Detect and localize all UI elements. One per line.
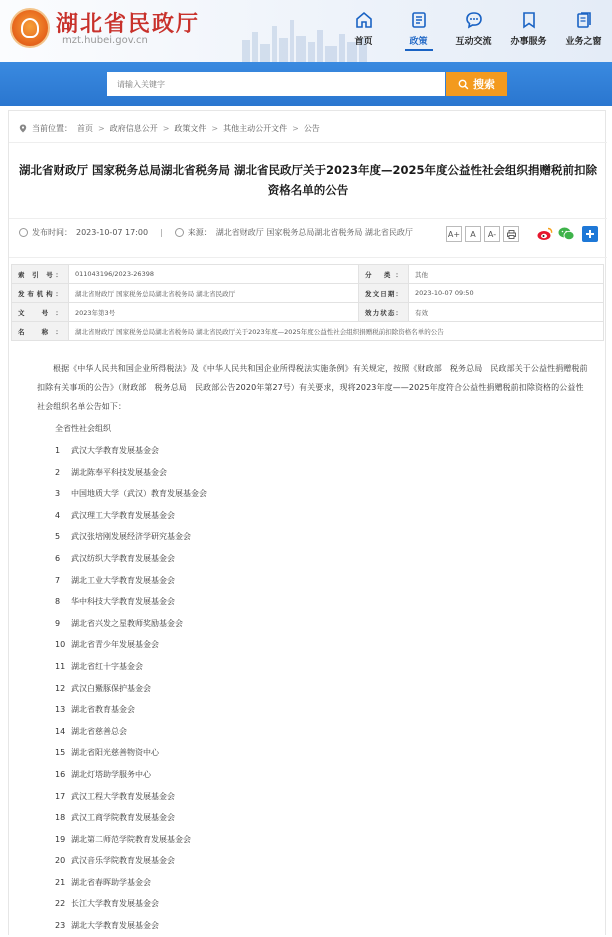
org-name: 湖北灯塔助学服务中心 bbox=[71, 769, 151, 779]
breadcrumb-separator: > bbox=[98, 124, 105, 133]
info-label: 文 号： bbox=[12, 303, 69, 322]
published-time: 2023-10-07 17:00 bbox=[76, 228, 149, 237]
org-name: 武汉工程大学教育发展基金会 bbox=[71, 791, 175, 801]
info-label: 索 引 号： bbox=[12, 265, 69, 284]
print-icon bbox=[507, 230, 516, 239]
org-number: 12 bbox=[55, 683, 66, 693]
breadcrumb-item-home[interactable]: 首页 bbox=[77, 124, 93, 133]
org-name: 湖北大学教育发展基金会 bbox=[71, 921, 159, 931]
org-number: 23 bbox=[55, 921, 66, 931]
nav-policy[interactable] bbox=[391, 6, 446, 58]
info-row bbox=[12, 265, 604, 284]
info-value: 湖北省财政厅 国家税务总局湖北省税务局 湖北省民政厅 bbox=[69, 284, 359, 303]
home-icon bbox=[354, 10, 374, 30]
list-item bbox=[37, 764, 589, 786]
font-increase-button[interactable]: A+ bbox=[446, 226, 462, 242]
source-icon bbox=[175, 228, 184, 237]
document-icon bbox=[409, 10, 429, 30]
main-nav bbox=[336, 6, 611, 58]
nav-label: 业务之窗 bbox=[565, 37, 602, 47]
info-value: 2023年第3号 bbox=[69, 303, 359, 322]
org-number: 15 bbox=[55, 748, 66, 758]
org-name: 武汉白鱀豚保护基金会 bbox=[71, 683, 151, 693]
org-name: 湖北省慈善总会 bbox=[71, 726, 127, 736]
nav-business[interactable] bbox=[556, 6, 611, 58]
divider bbox=[9, 257, 607, 258]
info-value: 湖北省财政厅 国家税务总局湖北省税务局 湖北省民政厅关于2023年度—2025年度公益性社会组织捐赠税前扣除资格名单的公告 bbox=[69, 322, 604, 341]
list-item bbox=[37, 893, 589, 915]
org-number: 21 bbox=[55, 877, 66, 887]
font-decrease-button[interactable]: A- bbox=[484, 226, 500, 242]
org-number: 22 bbox=[55, 899, 66, 909]
list-item bbox=[37, 850, 589, 872]
org-category: 全省性社会组织 bbox=[55, 424, 111, 433]
nav-interaction[interactable] bbox=[446, 6, 501, 58]
org-name: 湖北省春晖助学基金会 bbox=[71, 877, 151, 887]
breadcrumb-item-policy[interactable]: 政策文件 bbox=[174, 124, 207, 133]
search-button-label: 搜索 bbox=[473, 79, 495, 91]
nav-label: 首页 bbox=[354, 37, 373, 47]
weibo-share-button[interactable] bbox=[536, 225, 554, 243]
nav-label: 政策 bbox=[409, 37, 428, 47]
nav-home[interactable] bbox=[336, 6, 391, 58]
breadcrumb bbox=[19, 123, 320, 134]
org-number: 16 bbox=[55, 769, 66, 779]
article-body bbox=[37, 359, 589, 937]
org-name: 武汉工商学院教育发展基金会 bbox=[71, 813, 175, 823]
org-number: 18 bbox=[55, 813, 66, 823]
list-item bbox=[37, 462, 589, 484]
site-url: mzt.hubei.gov.cn bbox=[62, 35, 148, 46]
org-number: 4 bbox=[55, 510, 61, 520]
org-name: 中国地质大学（武汉）教育发展基金会 bbox=[71, 489, 207, 499]
org-number: 10 bbox=[55, 640, 66, 650]
nav-label: 互动交流 bbox=[455, 37, 492, 47]
org-number: 17 bbox=[55, 791, 66, 801]
org-number: 19 bbox=[55, 834, 66, 844]
org-number: 5 bbox=[55, 532, 61, 542]
info-row bbox=[12, 322, 604, 341]
search-button[interactable] bbox=[446, 72, 507, 96]
window-icon bbox=[574, 10, 594, 30]
info-row bbox=[12, 303, 604, 322]
info-value: 其他 bbox=[409, 265, 604, 284]
list-item bbox=[37, 505, 589, 527]
intro-paragraph: 根据《中华人民共和国企业所得税法》及《中华人民共和国企业所得税法实施条例》有关规定，按照《财政部 税务总局 民政部关于公益性捐赠税前扣除有关事项的公告》（财政部 税务总局 民政部公告2020年第27号）有关要求，现将2023年度——2025年度符合公益性捐赠税前扣除资格的公益性社会组织名单公告如下： bbox=[37, 364, 588, 411]
org-name: 武汉张培刚发展经济学研究基金会 bbox=[71, 532, 191, 542]
list-item bbox=[37, 634, 589, 656]
breadcrumb-item-notice[interactable]: 公告 bbox=[303, 124, 320, 133]
list-item bbox=[37, 483, 589, 505]
weibo-icon bbox=[537, 227, 553, 241]
org-name: 武汉理工大学教育发展基金会 bbox=[71, 510, 175, 520]
list-item bbox=[37, 699, 589, 721]
info-label: 效力状态： bbox=[359, 303, 409, 322]
org-number: 3 bbox=[55, 489, 61, 499]
info-value: 有效 bbox=[409, 303, 604, 322]
search-input[interactable] bbox=[107, 72, 445, 96]
list-item bbox=[37, 526, 589, 548]
org-list bbox=[37, 440, 589, 937]
breadcrumb-prefix: 当前位置： bbox=[32, 124, 72, 133]
breadcrumb-separator: > bbox=[292, 124, 299, 133]
article-meta bbox=[19, 227, 413, 238]
org-number: 7 bbox=[55, 575, 61, 585]
source-value: 湖北省财政厅 国家税务总局湖北省税务局 湖北省民政厅 bbox=[215, 228, 413, 237]
org-number: 14 bbox=[55, 726, 66, 736]
source-label: 来源： bbox=[187, 228, 212, 237]
list-item bbox=[37, 721, 589, 743]
info-row bbox=[12, 284, 604, 303]
info-value: 2023-10-07 09:50 bbox=[409, 284, 604, 303]
location-icon bbox=[19, 124, 27, 133]
org-number: 8 bbox=[55, 597, 61, 607]
search-band bbox=[0, 62, 612, 106]
plus-icon bbox=[585, 229, 595, 239]
site-title: 湖北省民政厅 bbox=[56, 11, 201, 37]
breadcrumb-item-govinfo[interactable]: 政府信息公开 bbox=[109, 124, 158, 133]
info-label: 发文日期： bbox=[359, 284, 409, 303]
info-label: 名 称： bbox=[12, 322, 69, 341]
org-name: 华中科技大学教育发展基金会 bbox=[71, 597, 175, 607]
bookmark-icon bbox=[519, 10, 539, 30]
document-info-table bbox=[11, 264, 604, 341]
org-name: 湖北陈奉平科技发展基金会 bbox=[71, 467, 167, 477]
divider bbox=[9, 218, 607, 219]
breadcrumb-separator: > bbox=[211, 124, 219, 133]
org-number: 13 bbox=[55, 705, 66, 715]
list-item bbox=[37, 915, 589, 937]
list-item bbox=[37, 872, 589, 894]
site-header bbox=[0, 0, 612, 62]
org-name: 湖北工业大学教育发展基金会 bbox=[71, 575, 175, 585]
article-tools bbox=[446, 225, 598, 243]
list-item bbox=[37, 548, 589, 570]
published-label: 发布时间： bbox=[32, 228, 72, 237]
org-number: 6 bbox=[55, 553, 61, 563]
org-number: 11 bbox=[55, 661, 66, 671]
org-number: 1 bbox=[55, 446, 61, 455]
print-button[interactable] bbox=[503, 226, 519, 242]
chat-icon bbox=[464, 10, 484, 30]
more-share-button[interactable] bbox=[582, 226, 598, 242]
list-item bbox=[37, 786, 589, 808]
org-name: 武汉大学教育发展基金会 bbox=[71, 446, 159, 455]
org-number: 20 bbox=[55, 856, 66, 866]
clock-icon bbox=[19, 228, 28, 237]
font-default-button[interactable]: A bbox=[465, 226, 481, 242]
org-name: 湖北省青少年发展基金会 bbox=[71, 640, 159, 650]
breadcrumb-item-other[interactable]: 其他主动公开文件 bbox=[223, 124, 288, 133]
org-name: 湖北省红十字基金会 bbox=[71, 661, 143, 671]
list-item bbox=[37, 742, 589, 764]
org-name: 武汉音乐学院教育发展基金会 bbox=[71, 856, 175, 866]
info-label: 发布机构： bbox=[12, 284, 69, 303]
site-logo[interactable] bbox=[10, 8, 50, 48]
org-name: 湖北第二师范学院教育发展基金会 bbox=[71, 834, 191, 844]
list-item bbox=[37, 591, 589, 613]
org-name: 湖北省阳光慈善物资中心 bbox=[71, 748, 159, 758]
meta-separator: | bbox=[160, 228, 163, 237]
breadcrumb-separator: > bbox=[162, 124, 170, 133]
info-value: 011043196/2023-26398 bbox=[69, 265, 359, 284]
active-indicator bbox=[405, 49, 433, 51]
article-title: 湖北省财政厅 国家税务总局湖北省税务局 湖北省民政厅关于2023年度—2025年度公益性社会组织捐赠税前扣除资格名单的公告 bbox=[18, 163, 598, 197]
list-item bbox=[37, 678, 589, 700]
nav-services[interactable] bbox=[501, 6, 556, 58]
wechat-share-button[interactable] bbox=[557, 225, 575, 243]
list-item bbox=[37, 440, 589, 462]
list-item bbox=[37, 829, 589, 851]
info-label: 分 类： bbox=[359, 265, 409, 284]
divider bbox=[9, 142, 607, 143]
wechat-icon bbox=[558, 227, 575, 241]
org-number: 9 bbox=[55, 618, 61, 628]
list-item bbox=[37, 613, 589, 635]
org-name: 湖北省教育基金会 bbox=[71, 705, 135, 715]
list-item bbox=[37, 656, 589, 678]
list-item bbox=[37, 570, 589, 592]
org-name: 武汉纺织大学教育发展基金会 bbox=[71, 553, 175, 563]
org-name: 湖北省兴发之星教师奖励基金会 bbox=[71, 618, 183, 628]
nav-label: 办事服务 bbox=[510, 37, 547, 47]
org-name: 长江大学教育发展基金会 bbox=[71, 899, 159, 909]
article-card bbox=[8, 110, 606, 935]
list-item bbox=[37, 807, 589, 829]
org-number: 2 bbox=[55, 467, 61, 477]
search-icon bbox=[458, 79, 469, 90]
